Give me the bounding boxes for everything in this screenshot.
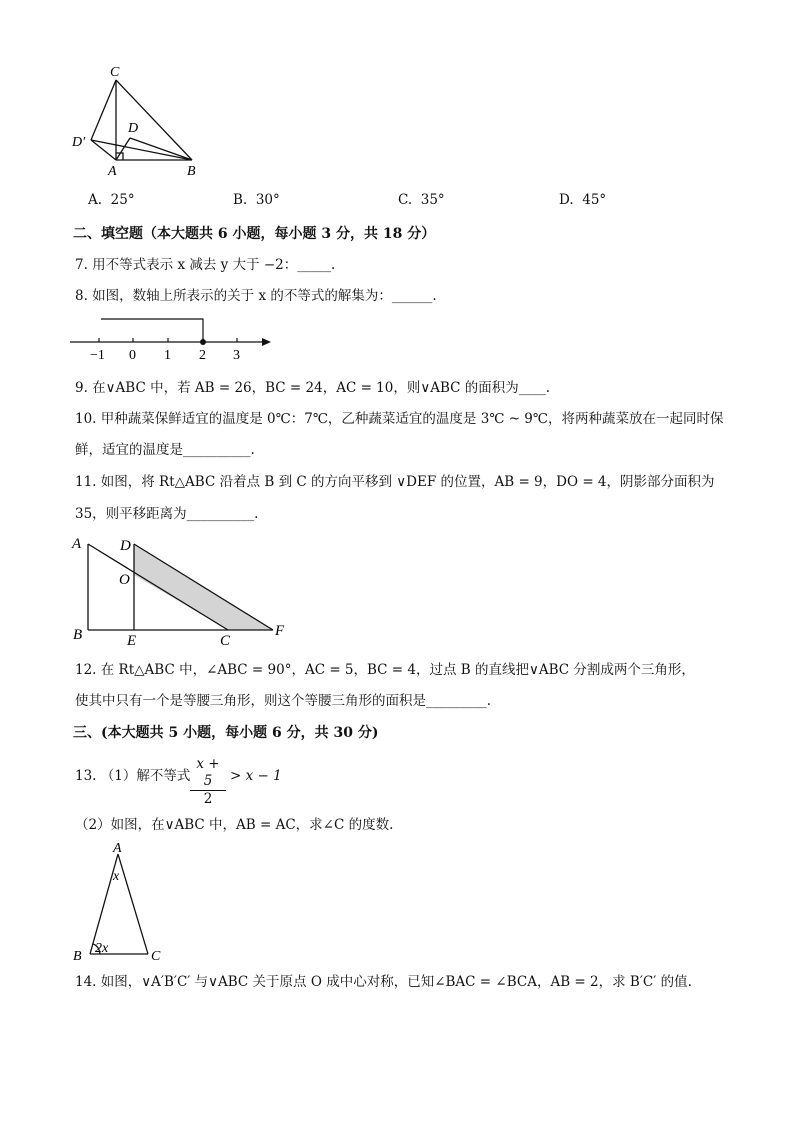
- question-11-line2: 35，则平移距离为__________.: [75, 506, 259, 522]
- label-D: D: [128, 121, 139, 136]
- question-8: 8. 如图，数轴上所表示的关于 x 的不等式的解集为：______.: [75, 288, 437, 304]
- label-A: A: [108, 164, 117, 179]
- edge-AC: [118, 854, 148, 954]
- figure-q6: [68, 62, 208, 180]
- question-10-line2: 鲜，适宜的温度是__________.: [75, 442, 255, 458]
- fraction-denominator: 2: [203, 791, 213, 807]
- option-b[interactable]: [233, 192, 280, 208]
- option-a-key: A.: [88, 192, 103, 208]
- edge-D'B: [91, 140, 192, 160]
- label-C: C: [220, 633, 231, 649]
- figure-q11: [68, 532, 293, 650]
- fraction-numerator: x + 5: [190, 756, 226, 791]
- option-b-key: B.: [233, 192, 248, 208]
- tick-label-3: 3: [233, 348, 240, 363]
- solution-set-bracket: [101, 319, 203, 342]
- label-B: B: [73, 627, 83, 643]
- number-line-figure: [68, 314, 278, 364]
- label-C: C: [151, 949, 161, 964]
- label-B: B: [73, 949, 82, 964]
- option-b-value: 30°: [255, 192, 280, 208]
- question-13-part1-prefix: 13. （1）解不等式: [75, 768, 191, 784]
- label-A: A: [72, 536, 82, 552]
- option-d-value: 45°: [582, 192, 607, 208]
- edge-CD': [91, 80, 116, 140]
- tick-label-0: 0: [129, 348, 136, 363]
- question-14: 14. 如图，∨A′B′C′ 与∨ABC 关于原点 O 成中心对称，已知∠BAC = ∠BCA，AB = 2，求 B′C′ 的值.: [75, 974, 692, 990]
- label-C: C: [110, 65, 120, 80]
- angle-label-x: x: [113, 869, 120, 884]
- question-12-line1: 12. 在 Rt△ABC 中，∠ABC = 90°，AC = 5，BC = 4，过点 B 的直线把∨ABC 分割成两个三角形，: [75, 662, 695, 678]
- label-O: O: [119, 572, 130, 588]
- question-11-line1: 11. 如图，将 Rt△ABC 沿着点 B 到 C 的方向平移到 ∨DEF 的位置，AB = 9，DO = 4，阴影部分面积为: [75, 474, 715, 490]
- section3-title: 三、(本大题共 5 小题，每小题 6 分，共 30 分): [73, 725, 379, 741]
- option-c[interactable]: [398, 192, 445, 208]
- question-13-part1-suffix: > x − 1: [230, 768, 282, 784]
- edge-CB: [116, 80, 192, 160]
- option-c-key: C.: [398, 192, 413, 208]
- option-d[interactable]: [559, 192, 606, 208]
- label-D: D: [120, 538, 131, 554]
- edge-AC: [88, 544, 228, 630]
- label-A: A: [113, 841, 122, 856]
- tick-label-2: 2: [199, 348, 206, 363]
- angle-label-2x: 2x: [95, 941, 109, 956]
- tick-label-neg1: −1: [90, 348, 105, 363]
- option-a-value: 25°: [110, 192, 135, 208]
- axis-arrow-icon: [262, 338, 271, 346]
- section2-title: 二、填空题（本大题共 6 小题，每小题 3 分，共 18 分）: [73, 226, 436, 242]
- option-d-key: D.: [559, 192, 574, 208]
- label-E: E: [127, 633, 137, 649]
- label-D-prime: D′: [72, 135, 86, 150]
- fraction: [190, 756, 226, 808]
- question-12-line2: 使其中只有一个是等腰三角形，则这个等腰三角形的面积是_________.: [75, 693, 492, 709]
- figure-q13: [68, 838, 178, 968]
- option-a[interactable]: [88, 192, 135, 208]
- label-B: B: [187, 164, 196, 179]
- label-F: F: [275, 623, 285, 639]
- option-c-value: 35°: [420, 192, 445, 208]
- tick-label-1: 1: [164, 348, 171, 363]
- question-10-line1: 10. 甲种蔬菜保鲜适宜的温度是 0℃：7℃，乙种蔬菜适宜的温度是 3℃ ~ 9℃，将两种蔬菜放在一起同时保: [75, 411, 724, 427]
- question-9: 9. 在∨ABC 中，若 AB = 26，BC = 24，AC = 10，则∨ABC 的面积为____.: [75, 380, 551, 396]
- question-7: 7. 用不等式表示 x 减去 y 大于 −2：_____.: [75, 257, 336, 273]
- question-13-part2: （2）如图，在∨ABC 中，AB = AC，求∠C 的度数.: [75, 817, 394, 833]
- solid-point-marker: [200, 339, 206, 345]
